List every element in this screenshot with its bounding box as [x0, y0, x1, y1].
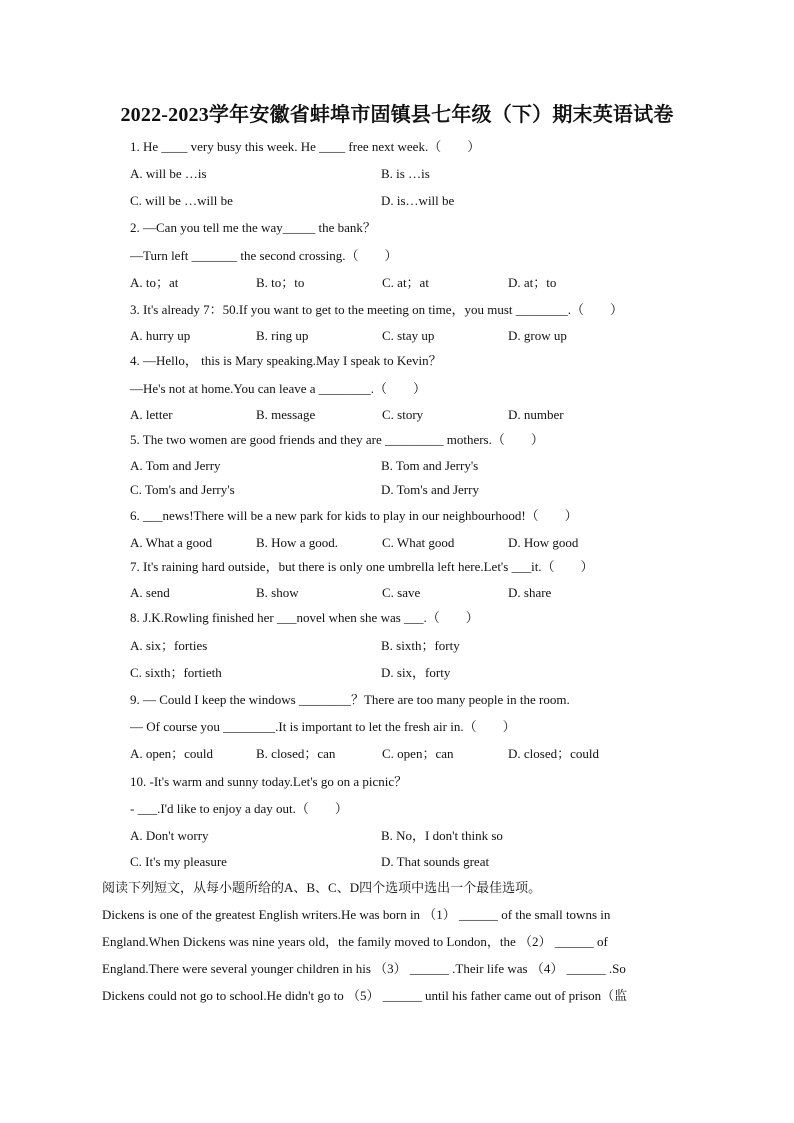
passage-line: Dickens is one of the greatest English writers.He was born in （1） ______ of the small towns in	[102, 907, 611, 922]
question-7-option-d[interactable]: D. share	[508, 585, 552, 600]
question-9-stem: 9. — Could I keep the windows ________？There are too many people in the room.	[130, 692, 570, 707]
question-1-option-a[interactable]: A. will be …is	[130, 166, 207, 181]
question-7-stem: 7. It's raining hard outside，but there is only one umbrella left here.Let's ___it.（ ）	[130, 559, 594, 574]
question-4-option-a[interactable]: A. letter	[130, 407, 173, 422]
question-6-option-d[interactable]: D. How good	[508, 535, 579, 550]
question-1-stem: 1. He ____ very busy this week. He ____ free next week.（ ）	[130, 139, 481, 154]
question-10-option-b[interactable]: B. No，I don't think so	[381, 828, 503, 843]
reading-instruction: 阅读下列短文，从每小题所给的A、B、C、D四个选项中选出一个最佳选项。	[102, 880, 542, 895]
question-3-option-b[interactable]: B. ring up	[256, 328, 309, 343]
question-9-stem-line2: — Of course you ________.It is important to let the fresh air in.（ ）	[130, 719, 516, 734]
question-8-stem: 8. J.K.Rowling finished her ___novel when she was ___.（ ）	[130, 610, 479, 625]
question-7-option-b[interactable]: B. show	[256, 585, 299, 600]
question-5-option-b[interactable]: B. Tom and Jerry's	[381, 458, 479, 473]
question-10-option-a[interactable]: A. Don't worry	[130, 828, 209, 843]
question-1-option-d[interactable]: D. is…will be	[381, 193, 455, 208]
question-2-stem-line2: —Turn left _______ the second crossing.（ ）	[130, 248, 398, 263]
question-8-option-a[interactable]: A. six；forties	[130, 638, 208, 653]
question-2-option-c[interactable]: C. at；at	[382, 275, 429, 290]
question-6-option-c[interactable]: C. What good	[382, 535, 455, 550]
question-10-stem-line2: - ___.I'd like to enjoy a day out.（ ）	[130, 801, 348, 816]
question-10-option-c[interactable]: C. It's my pleasure	[130, 854, 227, 869]
question-3-option-c[interactable]: C. stay up	[382, 328, 435, 343]
question-4-option-d[interactable]: D. number	[508, 407, 564, 422]
question-2-option-d[interactable]: D. at；to	[508, 275, 557, 290]
question-4-stem-line2: —He's not at home.You can leave a ________.（ ）	[130, 381, 427, 396]
page-title: 2022-2023学年安徽省蚌埠市固镇县七年级（下）期末英语试卷	[120, 104, 674, 126]
passage-line: England.When Dickens was nine years old，the family moved to London，the （2） ______ of	[102, 934, 608, 949]
question-8-option-b[interactable]: B. sixth；forty	[381, 638, 460, 653]
question-9-option-b[interactable]: B. closed；can	[256, 746, 336, 761]
question-4-option-c[interactable]: C. story	[382, 407, 424, 422]
passage-line: England.There were several younger children in his （3） ______ .Their life was （4） ______ .So	[102, 961, 626, 976]
question-4-option-b[interactable]: B. message	[256, 407, 316, 422]
question-2-option-b[interactable]: B. to；to	[256, 275, 305, 290]
question-2-option-a[interactable]: A. to；at	[130, 275, 179, 290]
question-7-option-a[interactable]: A. send	[130, 585, 170, 600]
question-8-option-d[interactable]: D. six，forty	[381, 665, 451, 680]
question-6-stem: 6. ___news!There will be a new park for kids to play in our neighbourhood!（ ）	[130, 508, 578, 523]
question-1-option-c[interactable]: C. will be …will be	[130, 193, 233, 208]
question-7-option-c[interactable]: C. save	[382, 585, 421, 600]
passage-line: Dickens could not go to school.He didn't go to （5） ______ until his father came out of prison（监	[102, 988, 628, 1003]
question-5-option-a[interactable]: A. Tom and Jerry	[130, 458, 221, 473]
question-9-option-c[interactable]: C. open；can	[382, 746, 454, 761]
question-10-option-d[interactable]: D. That sounds great	[381, 854, 490, 869]
question-5-stem: 5. The two women are good friends and they are _________ mothers.（ ）	[130, 432, 544, 447]
question-9-option-a[interactable]: A. open；could	[130, 746, 214, 761]
question-4-stem: 4. —Hello， this is Mary speaking.May I speak to Kevin？	[130, 353, 442, 368]
question-1-option-b[interactable]: B. is …is	[381, 166, 430, 181]
question-10-stem: 10. -It's warm and sunny today.Let's go on a picnic？	[130, 774, 408, 789]
question-9-option-d[interactable]: D. closed；could	[508, 746, 599, 761]
question-3-option-d[interactable]: D. grow up	[508, 328, 567, 343]
question-5-option-c[interactable]: C. Tom's and Jerry's	[130, 482, 235, 497]
question-2-stem: 2. —Can you tell me the way_____ the bank？	[130, 220, 376, 235]
question-3-option-a[interactable]: A. hurry up	[130, 328, 191, 343]
question-5-option-d[interactable]: D. Tom's and Jerry	[381, 482, 479, 497]
question-8-option-c[interactable]: C. sixth；fortieth	[130, 665, 222, 680]
question-6-option-a[interactable]: A. What a good	[130, 535, 213, 550]
question-6-option-b[interactable]: B. How a good.	[256, 535, 338, 550]
question-3-stem: 3. It's already 7：50.If you want to get to the meeting on time，you must ________.（ ）	[130, 302, 624, 317]
